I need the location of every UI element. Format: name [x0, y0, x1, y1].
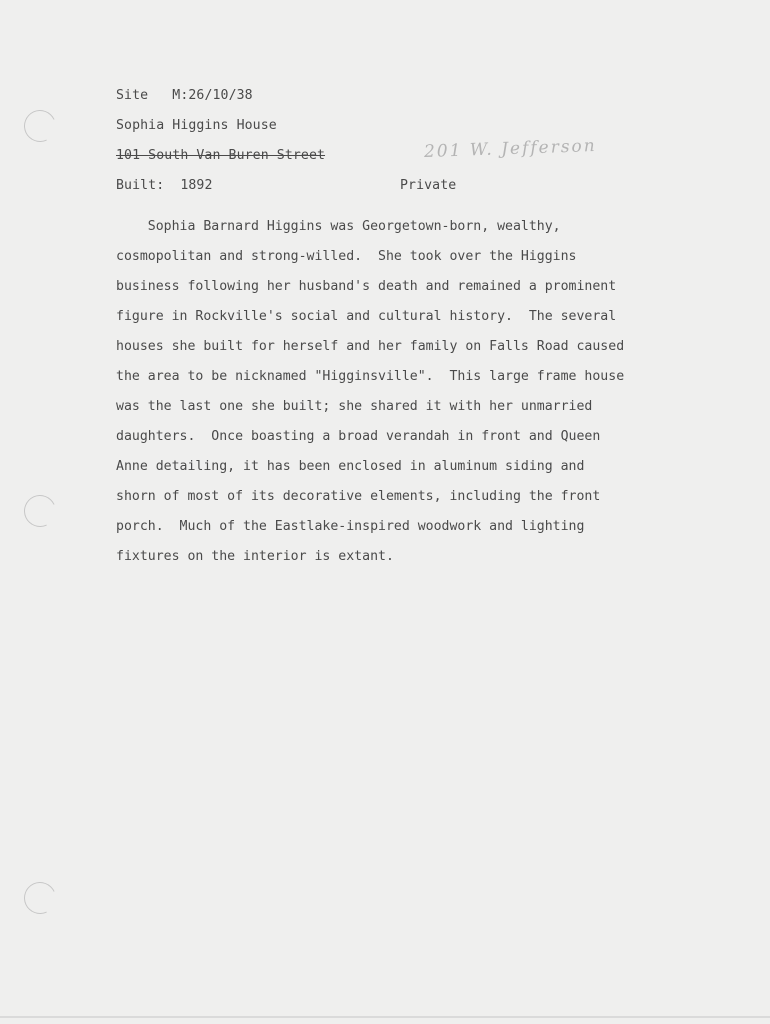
site-line — [116, 88, 253, 103]
text-line: the area to be nicknamed "Higginsville". This large frame house — [116, 369, 625, 384]
punch-hole — [19, 490, 60, 531]
punch-hole — [19, 105, 60, 146]
text-line: Anne detailing, it has been enclosed in aluminum siding and — [116, 459, 585, 474]
description-paragraph — [116, 212, 716, 572]
text-line: houses she built for herself and her family on Falls Road caused — [116, 339, 625, 354]
text-line: daughters. Once boasting a broad verandah in front and Queen — [116, 429, 601, 444]
site-label: Site — [116, 88, 149, 103]
site-number: M:26/10/38 — [172, 88, 253, 103]
text-line: shorn of most of its decorative elements, including the front — [116, 489, 601, 504]
address-struck: 101 South Van Buren Street — [116, 148, 326, 163]
built-year: 1892 — [180, 178, 213, 193]
address-handwritten: 201 W. Jefferson — [423, 135, 598, 163]
punch-hole — [19, 877, 60, 918]
text-line: cosmopolitan and strong-willed. She took over the Higgins — [116, 249, 577, 264]
text-line: porch. Much of the Eastlake-inspired woodwork and lighting — [116, 519, 585, 534]
text-line: fixtures on the interior is extant. — [116, 549, 394, 564]
text-line: Sophia Barnard Higgins was Georgetown-born, wealthy, — [116, 219, 561, 234]
house-name: Sophia Higgins House — [116, 118, 277, 133]
ownership-status: Private — [400, 178, 457, 193]
text-line: was the last one she built; she shared it with her unmarried — [116, 399, 593, 414]
built-label: Built: — [116, 178, 165, 193]
text-line: figure in Rockville's social and cultural history. The several — [116, 309, 617, 324]
text-line: business following her husband's death and remained a prominent — [116, 279, 617, 294]
page-bottom-edge — [0, 1016, 770, 1018]
built-line — [116, 178, 213, 193]
